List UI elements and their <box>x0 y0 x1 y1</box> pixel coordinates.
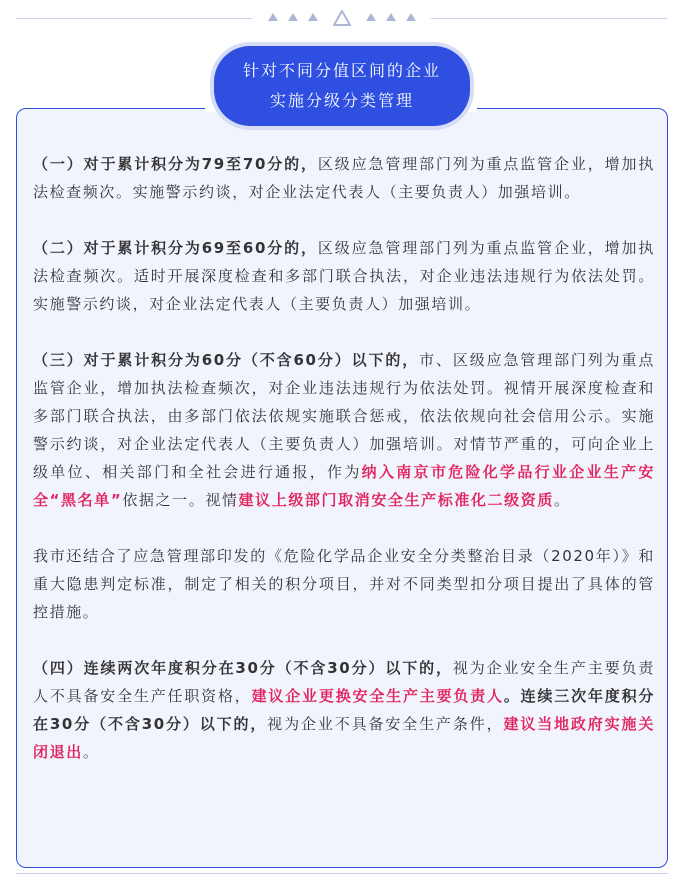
paragraph-1-lead: （一）对于累计积分为79至70分的， <box>33 155 318 173</box>
triangle-outline-icon <box>333 10 351 26</box>
paragraph-5-text: 视为企业安全生产主要负责人不具备安全生产任职资格， <box>33 659 655 705</box>
paragraph-3-highlight-qualification: 建议上级部门取消安全生产标准化二级资质 <box>238 491 554 509</box>
article-body <box>33 150 655 794</box>
section-title-badge <box>214 46 470 126</box>
paragraph-2-lead: （二）对于累计积分为69至60分的， <box>33 239 318 257</box>
paragraph-3 <box>33 346 655 514</box>
paragraph-1 <box>33 150 655 206</box>
paragraph-1-text: 区级应急管理部门列为重点监管企业，增加执法检查频次。实施警示约谈，对企业法定代表人（主要负责人）加强培训。 <box>33 155 655 201</box>
paragraph-5-highlight-replace: 建议企业更换安全生产主要负责人 <box>251 687 504 705</box>
triangle-icon <box>308 13 318 21</box>
paragraph-4 <box>33 542 655 626</box>
paragraph-4-text: 我市还结合了应急管理部印发的《危险化学品企业安全分类整治目录（2020年）》和重大隐患判定标准，制定了相关的积分项目，并对不同类型扣分项目提出了具体的管控措施。 <box>33 547 655 621</box>
paragraph-2-text: 区级应急管理部门列为重点监管企业，增加执法检查频次。适时开展深度检查和多部门联合执法，对企业违法违规行为依法处罚。实施警示约谈，对企业法定代表人（主要负责人）加强培训。 <box>33 239 655 313</box>
header-line-right <box>431 18 667 19</box>
section-title-line2: 实施分级分类管理 <box>269 91 414 110</box>
paragraph-5-text-2: 视为企业不具备安全生产条件， <box>267 715 504 733</box>
paragraph-2 <box>33 234 655 318</box>
paragraph-3-text: 市、区级应急管理部门列为重点监管企业，增加执法检查频次，对企业违法违规行为依法处罚。视情开展深度检查和多部门联合执法，由多部门依法依规实施联合惩戒，依法依规向社会信用公示。实施警示约谈，对企业法定代表人（主要负责人）加强培训。对情节严重的，可向企业上级单位、相关部门和全社会进行通报，作为 <box>33 351 656 481</box>
triangle-icon <box>406 13 416 21</box>
triangle-icon <box>386 13 396 21</box>
triangle-icon <box>366 13 376 21</box>
paragraph-3-lead: （三）对于累计积分为60分（不含60分）以下的， <box>33 351 420 369</box>
paragraph-5-highlight-close: 建议当地政府实施关闭退出 <box>33 715 656 761</box>
triangle-icon <box>288 13 298 21</box>
paragraph-5-text-3: 。 <box>82 743 100 761</box>
triangle-icon <box>268 13 278 21</box>
paragraph-5-lead-2: 。连续三次年度积分在30分（不含30分）以下的， <box>33 687 655 733</box>
header-decoration <box>0 10 683 30</box>
paragraph-3-highlight-blacklist: 纳入南京市危险化学品行业企业生产安全“黑名单” <box>33 463 656 509</box>
footer-line <box>16 873 668 874</box>
header-line-left <box>16 18 252 19</box>
paragraph-3-text-2: 依据之一。视情 <box>122 491 239 509</box>
paragraph-3-text-3: 。 <box>553 491 571 509</box>
section-title-line1: 针对不同分值区间的企业 <box>242 61 441 80</box>
paragraph-5-lead: （四）连续两次年度积分在30分（不含30分）以下的， <box>33 659 453 677</box>
paragraph-5 <box>33 654 655 766</box>
